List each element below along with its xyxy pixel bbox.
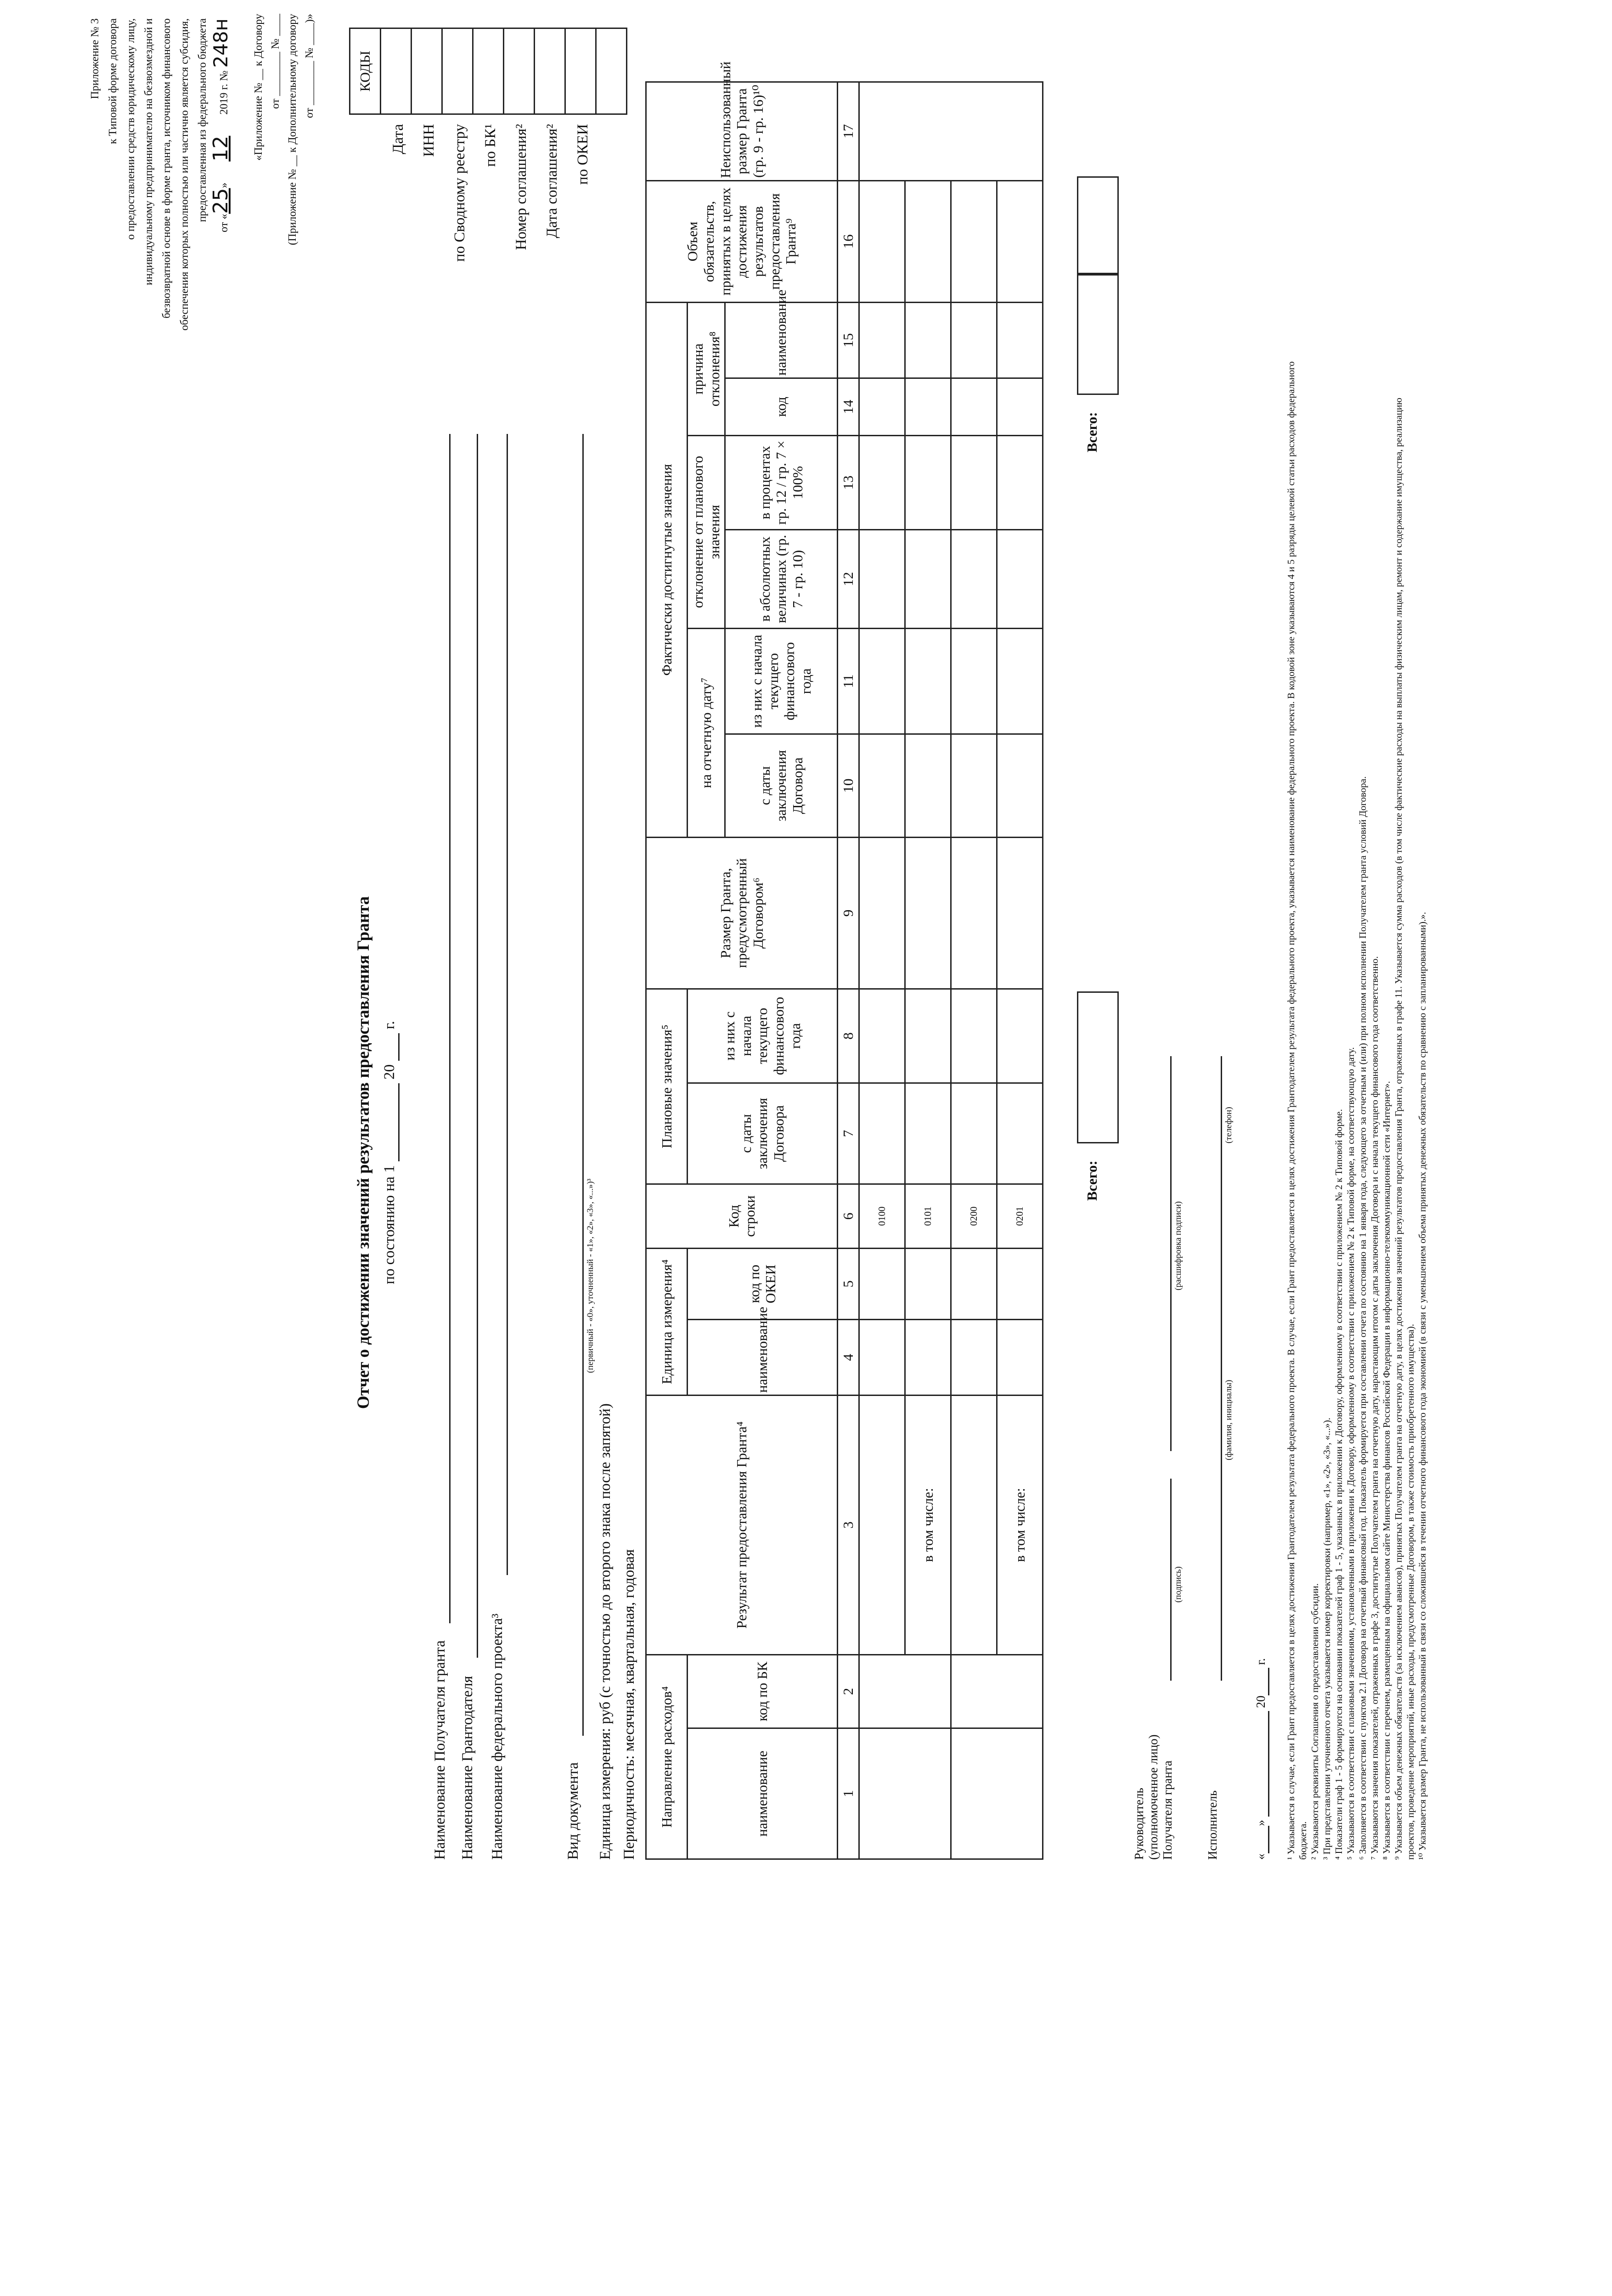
- code-agreement-number[interactable]: [504, 28, 535, 114]
- cell[interactable]: [951, 989, 997, 1083]
- cell[interactable]: [905, 1320, 951, 1396]
- as-of-line: по состоянию на 1 20 г.: [381, 693, 400, 1612]
- phone-hint: (телефон): [1224, 1107, 1234, 1143]
- total-obligations-cell[interactable]: [1077, 273, 1119, 395]
- cell-row-code: 0200: [951, 1184, 997, 1248]
- h-fact-from: с даты заключения Договора: [725, 734, 838, 837]
- col-number: 5: [838, 1248, 859, 1319]
- cell[interactable]: [997, 180, 1043, 302]
- executor-phone-line[interactable]: [1221, 1056, 1222, 1176]
- appendix-line: к Типовой форме договора: [107, 18, 119, 144]
- cell[interactable]: [859, 302, 905, 378]
- periodicity-label: Периодичность: месячная, квартальная, годовая: [621, 1549, 637, 1860]
- cell[interactable]: [905, 1083, 951, 1184]
- fio-hint: (фамилия, инициалы): [1224, 1379, 1234, 1460]
- cell[interactable]: [951, 435, 997, 529]
- footnote: ⁶ Заполняется в соответствии с пунктом 2.1 Договора на отчетный финансовый год. Показатель формируется при составлении отчета по состоянию на 1 января года, следующего за отчетным и (или) при полном исполнении Получателем гранта условий Договора.: [1357, 776, 1368, 1860]
- handwritten-number: 248н: [209, 18, 232, 68]
- unit-label: Единица измерения: руб (с точностью до второго знака после запятой): [597, 1403, 614, 1860]
- code-label: по ОКЕИ: [575, 124, 591, 185]
- cell[interactable]: [905, 989, 951, 1083]
- cell[interactable]: [951, 529, 997, 628]
- footnote: ³ При представлении уточненного отчета указывается номер корректировки (например, «1», «2», «3», «...»).: [1321, 1418, 1332, 1860]
- appendix-ref: (Приложение № __ к Дополнительному договору: [287, 14, 299, 245]
- total-unused-cell[interactable]: [1077, 176, 1119, 276]
- col-number: 17: [838, 82, 859, 180]
- col-number: 8: [838, 989, 859, 1083]
- code-inn[interactable]: [411, 28, 442, 114]
- cell[interactable]: [905, 837, 951, 989]
- h-result: Результат предоставления Гранта⁴: [646, 1396, 838, 1655]
- cell[interactable]: [951, 1083, 997, 1184]
- cell[interactable]: [859, 1248, 905, 1319]
- h-plan: Плановые значения⁵: [646, 989, 688, 1184]
- col-number: 6: [838, 1184, 859, 1248]
- table-row: [997, 82, 1043, 1859]
- cell[interactable]: [905, 302, 951, 378]
- cell[interactable]: [905, 1248, 951, 1319]
- code-date[interactable]: [381, 28, 411, 114]
- code-doc-type[interactable]: [565, 28, 596, 114]
- cell[interactable]: [951, 1248, 997, 1319]
- cell-row-code: 0100: [859, 1184, 905, 1248]
- cell-direction-name[interactable]: [951, 1728, 1043, 1859]
- col-number: 9: [838, 837, 859, 989]
- cell[interactable]: [951, 378, 997, 435]
- recipient-label: Наименование Получателя гранта: [432, 1640, 448, 1860]
- h-on-date: на отчетную дату⁷: [688, 628, 725, 837]
- cell[interactable]: [905, 435, 951, 529]
- footnote: ⁸ Указывается в соответствии с перечнем, размещенным на официальном сайте Министерства финансов Российской Федерации в информационно-телекоммуникационной сети «Интернет».: [1381, 1081, 1392, 1860]
- cell[interactable]: [905, 628, 951, 734]
- col-number: 3: [838, 1396, 859, 1655]
- head-decode-line[interactable]: [1170, 1056, 1172, 1451]
- signature-date: « » 20 г.: [1254, 1658, 1269, 1860]
- col-number: 15: [838, 302, 859, 378]
- h-unit: Единица измерения⁴: [646, 1248, 688, 1395]
- sign-hint: (подпись): [1173, 1566, 1183, 1603]
- h-plan-from: с даты заключения Договора: [688, 1083, 838, 1184]
- col-number: 4: [838, 1320, 859, 1396]
- h-unused: Неиспользованный размер Гранта (гр. 9 - гр. 16)¹⁰: [646, 82, 838, 180]
- col-number: 2: [838, 1655, 859, 1728]
- cell[interactable]: [859, 628, 905, 734]
- cell[interactable]: [951, 1320, 997, 1396]
- h-reason: причина отклонения⁸: [688, 302, 725, 435]
- cell-result[interactable]: [859, 1396, 905, 1655]
- appendix-line: Приложение № 3: [89, 18, 101, 99]
- recipient-line[interactable]: [449, 434, 451, 1623]
- head-label: Руководитель: [1132, 1788, 1146, 1860]
- cell-result[interactable]: в том числе:: [905, 1396, 951, 1655]
- col-number: 13: [838, 435, 859, 529]
- h-dev-pct: в процентах гр. 12 / гр. 7 × 100%: [725, 435, 838, 529]
- appendix-line: предоставленная из федерального бюджета: [197, 18, 209, 222]
- cell[interactable]: [859, 529, 905, 628]
- cell[interactable]: [859, 837, 905, 989]
- code-label: Дата соглашения²: [544, 124, 560, 238]
- cell[interactable]: [859, 1320, 905, 1396]
- cell[interactable]: [951, 628, 997, 734]
- cell[interactable]: [859, 1083, 905, 1184]
- doc-type-hint: (первичный - «0», уточненный - «1», «2», «3», «...»)³: [586, 1178, 595, 1373]
- total-label-fact: Всего:: [1084, 412, 1100, 452]
- cell[interactable]: [997, 1248, 1043, 1319]
- cell-result[interactable]: [951, 1396, 997, 1655]
- h-grant-size: Размер Гранта, предусмотренный Договором⁶: [646, 837, 838, 989]
- cell-code-bk[interactable]: [859, 1655, 951, 1728]
- appendix-ref: от ________ № ____: [270, 14, 282, 109]
- footnote: проектов, проведение мероприятий, иные расходы, предусмотренные Договором, в также стоимость приобретенного имущества).: [1405, 1324, 1416, 1860]
- code-agreement-date[interactable]: [535, 28, 565, 114]
- h-fact-year: из них с начала текущего финансового года: [725, 628, 838, 734]
- cell[interactable]: [997, 1320, 1043, 1396]
- cell[interactable]: [997, 529, 1043, 628]
- cell-result[interactable]: в том числе:: [997, 1396, 1043, 1655]
- cell[interactable]: [951, 837, 997, 989]
- cell[interactable]: [997, 378, 1043, 435]
- head-label: (уполномоченное лицо): [1146, 1734, 1160, 1860]
- cell[interactable]: [997, 734, 1043, 837]
- h-name: наименование: [688, 1728, 838, 1859]
- appendix-line: индивидуальному предпринимателю на безвозмездной и: [143, 18, 155, 286]
- appendix-line: о предоставлении средств юридическому лицу,: [125, 18, 137, 240]
- col-number: 1: [838, 1728, 859, 1859]
- cell-unused[interactable]: [859, 82, 1043, 180]
- appendix-ref: от ________ № ____)»: [304, 14, 316, 118]
- doc-type-label: Вид документа: [565, 1762, 581, 1860]
- h-fact: Фактически достигнутые значения: [646, 302, 688, 837]
- cell[interactable]: [905, 529, 951, 628]
- cell[interactable]: [905, 378, 951, 435]
- cell[interactable]: [997, 628, 1043, 734]
- codes-header: КОДЫ: [350, 28, 381, 114]
- h-obligations: Объем обязательств, принятых в целях достижения результатов предоставления Гранта⁹: [646, 180, 838, 302]
- project-label: Наименование федерального проекта³: [489, 1613, 506, 1860]
- cell[interactable]: [997, 989, 1043, 1083]
- code-bk[interactable]: [473, 28, 504, 114]
- cell[interactable]: [859, 378, 905, 435]
- cell-direction-name[interactable]: [859, 1728, 951, 1859]
- cell[interactable]: [997, 302, 1043, 378]
- cell[interactable]: [859, 989, 905, 1083]
- h-code-bk: код по БК: [688, 1655, 838, 1728]
- col-number: 10: [838, 734, 859, 837]
- appendix-line: безвозвратной основе в форме гранта, источником финансового: [161, 18, 173, 319]
- h-reason-code: код: [725, 378, 838, 435]
- h-deviation: отклонение от планового значения: [688, 435, 725, 628]
- col-number: 12: [838, 529, 859, 628]
- footnote: ⁹ Указывается объем денежных обязательств (за исключением авансов), принятых Получателем гранта на отчетную дату, в целях достижения значений результатов предоставления Гранта, отраженных в графе 11. Указывается сумма расходов (в том числе фактические расходы на выплаты физическим лицам, ремонт и содержание имущества, реализацию: [1393, 398, 1404, 1860]
- cell[interactable]: [997, 435, 1043, 529]
- table-row: [905, 82, 951, 1859]
- footnote: бюджета.: [1297, 1821, 1308, 1860]
- code-label: по БК¹: [482, 124, 499, 167]
- cell[interactable]: [997, 837, 1043, 989]
- appendix-ref: «Приложение № __ к Договору: [253, 14, 265, 161]
- col-number: 11: [838, 628, 859, 734]
- cell-row-code: 0101: [905, 1184, 951, 1248]
- grantor-line[interactable]: [477, 434, 478, 1658]
- results-table: [645, 61, 1043, 1860]
- h-reason-name: наименование: [725, 302, 838, 378]
- order-line: от «25» 12 2019 г. № 248н: [209, 18, 232, 232]
- handwritten-month: 12: [209, 135, 232, 162]
- table-row: [859, 82, 905, 1859]
- code-label: Дата: [390, 124, 406, 154]
- col-number: 16: [838, 180, 859, 302]
- footnote: ² Указываются реквизиты Соглашения о предоставлении субсидии.: [1309, 1583, 1320, 1860]
- code-label: Номер соглашения²: [513, 124, 530, 250]
- project-line[interactable]: [507, 434, 508, 1575]
- grantor-label: Наименование Грантодателя: [459, 1676, 476, 1860]
- h-unit-okei: код по ОКЕИ: [688, 1248, 838, 1319]
- cell[interactable]: [997, 1083, 1043, 1184]
- cell-code-bk[interactable]: [951, 1655, 1043, 1728]
- code-svod[interactable]: [442, 28, 473, 114]
- cell[interactable]: [951, 180, 997, 302]
- cell[interactable]: [905, 734, 951, 837]
- executor-label: Исполнитель: [1206, 1790, 1219, 1860]
- doc-type-line[interactable]: [582, 434, 584, 1736]
- h-dev-abs: в абсолютных величинах (гр. 7 - гр. 10): [725, 529, 838, 628]
- footnote: ⁵ Указываются в соответствии с плановыми значениями, установленными в приложении к Договору, оформленному в соответствии с приложением № 2 к Типовой форме, на соответствующую дату.: [1345, 1047, 1356, 1860]
- appendix-line: обеспечения которых полностью или частично является субсидия,: [179, 18, 191, 331]
- h-direction: Направление расходов⁴: [646, 1655, 688, 1859]
- h-unit-name: наименование: [688, 1320, 838, 1396]
- footnote: ⁷ Указываются значения показателей, отраженных в графе 3, достигнутые Получателем гранта на отчетную дату, нарастающим итогом с даты заключения Договора и с начала текущего финансового года соответственно.: [1369, 956, 1380, 1860]
- code-label: ИНН: [421, 124, 437, 157]
- footnote: ¹ Указывается в случае, если Грант предоставляется в целях достижения Грантодателем результата федерального проекта. В случае, если Грант предоставляется в целях достижения Грантодателем результата федерального проекта, указывается наименование федерального проекта. В кодовой зоне указываются 4 и 5 разряды целевой статьи расходов федерального: [1285, 361, 1296, 1860]
- footnote: ⁴ Показатели граф 1 - 5 формируются на основании показателей граф 1 - 5, указанных в приложении к Договору, оформленному в соответствии с приложением № 2 к Типовой форме.: [1333, 1109, 1344, 1860]
- footnote: ¹⁰ Указывается размер Гранта, не использованный в связи со сложившейся в течении отчетного финансового года экономией (в связи с уменьшением объема принятых денежных обязательств по сравнению с запланированными).».: [1417, 912, 1428, 1860]
- h-row-code: Код строки: [646, 1184, 838, 1248]
- cell[interactable]: [905, 180, 951, 302]
- total-label-plan: Всего:: [1084, 1160, 1100, 1201]
- cell-row-code: 0201: [997, 1184, 1043, 1248]
- cell[interactable]: [859, 435, 905, 529]
- cell[interactable]: [951, 302, 997, 378]
- head-label: Получателя гранта: [1161, 1760, 1174, 1860]
- handwritten-day: 25: [209, 188, 232, 214]
- code-label: по Сводному реестру: [451, 124, 468, 262]
- h-plan-year: из них с начала текущего финансового года: [688, 989, 838, 1083]
- cell[interactable]: [859, 734, 905, 837]
- report-title: Отчет о достижении значений результатов предоставления Гранта: [354, 896, 373, 1409]
- col-number: 7: [838, 1083, 859, 1184]
- cell[interactable]: [859, 180, 905, 302]
- table-row: [951, 82, 997, 1859]
- total-grant-size-cell[interactable]: [1077, 991, 1119, 1143]
- cell[interactable]: [951, 734, 997, 837]
- codes-table: [349, 28, 627, 115]
- decode-hint: (расшифровка подписи): [1173, 1201, 1183, 1290]
- head-signature-line[interactable]: [1170, 1479, 1172, 1681]
- code-okei[interactable]: [596, 28, 627, 114]
- col-number: 14: [838, 378, 859, 435]
